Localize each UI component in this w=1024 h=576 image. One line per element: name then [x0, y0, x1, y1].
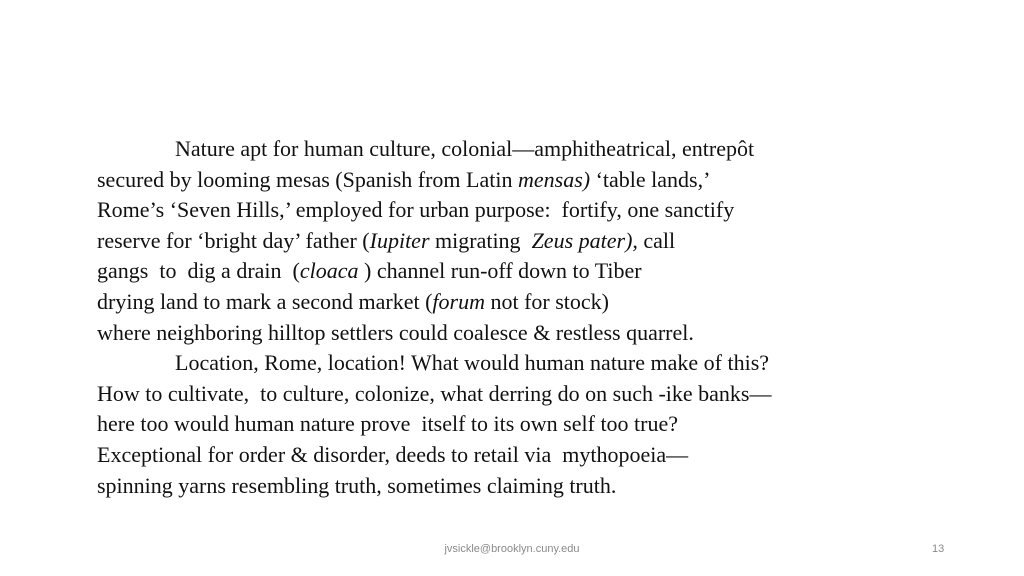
poem-line-6: [97, 287, 997, 318]
poem-line-4-text-a: reserve for ‘bright day’ father (: [97, 227, 370, 253]
poem-line-8: Location, Rome, location! What would human nature make of this?: [175, 350, 770, 376]
poem-line-5-italic-cloaca: cloaca: [299, 258, 359, 284]
poem-line-4-italic-zeus-pater: Zeus pater),: [531, 227, 638, 253]
poem-line-5-text-c: ) channel run-off down to Tiber: [358, 258, 642, 284]
poem-line-7: where neighboring hilltop settlers could coalesce & restless quarrel.: [97, 319, 694, 345]
poem-line-4-text-c: migrating: [429, 227, 532, 253]
poem-line-11: Exceptional for order & disorder, deeds to retail via mythopoeia—: [97, 441, 689, 467]
poem-line-6-italic-forum: forum: [432, 288, 485, 314]
poem-line-4: [97, 226, 997, 257]
poem-line-5: [97, 256, 997, 287]
poem-line-10: here too would human nature prove itself to its own self too true?: [97, 411, 679, 437]
poem-line-2-italic-mensas: mensas): [517, 166, 591, 192]
poem-line-6-text-c: not for stock): [484, 288, 609, 314]
poem-line-3: Rome’s ‘Seven Hills,’ employed for urban purpose: fortify, one sanctify: [97, 197, 735, 223]
poem-line-5-text-a: gangs to dig a drain (: [97, 258, 300, 284]
poem-line-4-italic-iupiter: Iupiter: [369, 227, 430, 253]
poem-line-12: spinning yarns resembling truth, sometimes claiming truth.: [97, 472, 617, 498]
poem-line-4-text-e: call: [637, 227, 676, 253]
footer-email: jvsickle@brooklyn.cuny.edu: [444, 543, 580, 555]
poem-line-1: Nature apt for human culture, colonial—amphitheatrical, entrepôt: [175, 136, 755, 161]
poem-text-block: [97, 134, 997, 501]
poem-line-9: How to cultivate, to culture, colonize, what derring do on such -ike banks—: [97, 380, 772, 406]
poem-line-6-text-a: drying land to mark a second market (: [97, 288, 433, 314]
poem-line-2-text-c: ‘table lands,’: [590, 166, 711, 192]
poem-line-2: [97, 165, 997, 196]
slide-number: 13: [932, 543, 945, 555]
poem-line-2-text-a: secured by looming mesas (Spanish from Latin: [97, 166, 518, 192]
